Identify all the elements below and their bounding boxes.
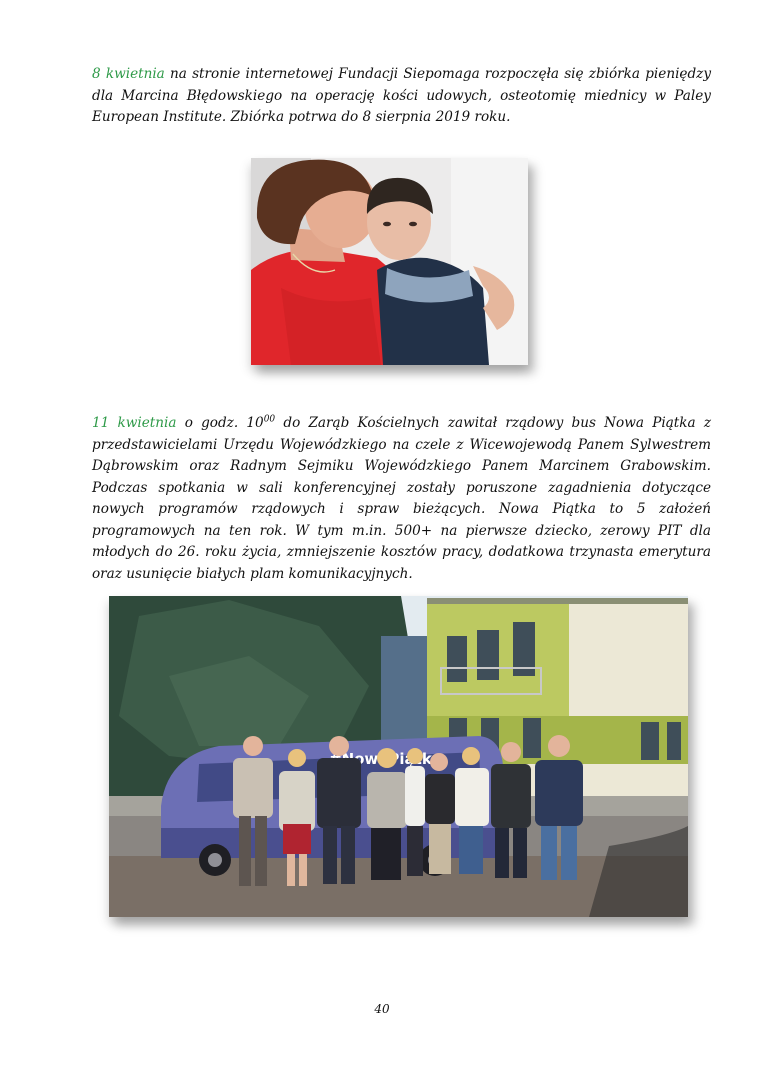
paragraph-bus-visit: [92, 413, 711, 585]
photo-group-with-bus: [109, 596, 688, 917]
paragraph-fundraiser: [92, 64, 711, 129]
date-april-11: 11 kwietnia: [92, 415, 177, 431]
paragraph-fundraiser-text: na stronie internetowej Fundacji Siepomaga rozpoczęła się zbiórka pieniędzy dla Marcina Błędowskiego na operację kości udowych, osteotomię miednicy w Paley European Institute. Zbiórka potrwa do 8 sierpnia 2019 roku.: [92, 66, 712, 125]
paragraph-bus-visit-text: do Zarąb Kościelnych zawitał rządowy bus Nowa Piątka z przedstawicielami Urzędu Wojewódzkiego na czele z Wicewojewodą Panem Sylwestrem Dąbrowskim oraz Radnym Sejmiku Wojewódzkiego Panem Marcinem Grabowskim. Podczas spotkania w sali konferencyjnej zostały poruszone zagadnienia dotyczące nowych programów rządowych i spraw bieżących. Nowa Piątka to 5 założeń programowych na ten rok. W tym m.in. 500+ na pierwsze dziecko, zerowy PIT dla młodych do 26. roku życia, zmniejszenie kosztów pracy, dodatkowa trzynasta emerytura oraz usunięcie białych plam komunikacyjnych.: [92, 415, 711, 582]
time-superscript: 00: [263, 414, 276, 425]
date-april-8: 8 kwietnia: [92, 66, 165, 82]
page-number: 40: [374, 1002, 390, 1016]
photo-mother-and-son: [251, 158, 528, 365]
paragraph-bus-visit-time: o godz. 10: [176, 415, 264, 431]
